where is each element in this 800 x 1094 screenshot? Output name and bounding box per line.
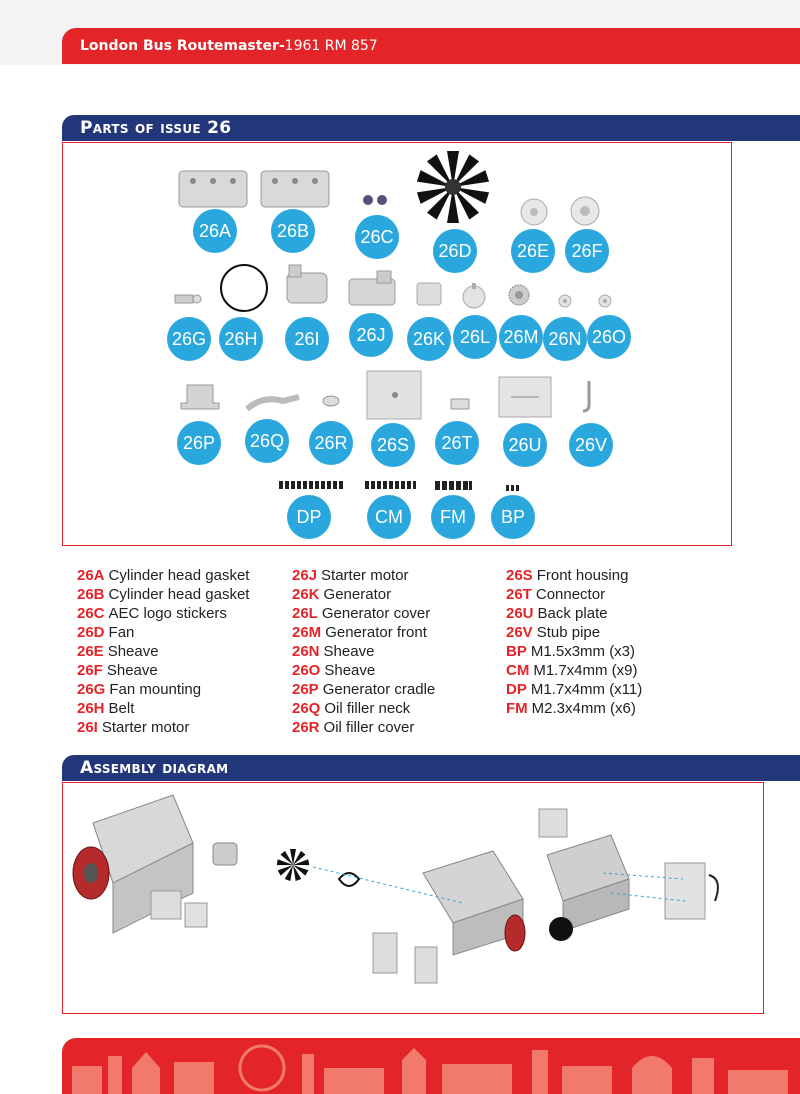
legend-code: 26C [77,605,105,622]
engine-left-illustration [73,795,237,933]
part-26i-image [283,263,331,309]
legend-name: Oil filler neck [324,700,411,717]
part-26s-image [365,369,423,421]
label-26e: 26E [511,229,555,273]
part-dp-image [277,479,347,493]
label-26l: 26L [453,315,497,359]
part-fm-image [433,479,473,493]
legend-code: 26G [77,681,106,698]
legend-name: Starter motor [101,719,190,736]
legend-item [292,680,435,699]
legend-name: Stub pipe [536,624,601,641]
legend-name: M1.7x4mm (x9) [533,662,638,679]
part-26b-image [259,167,331,211]
legend-column-1 [77,566,249,737]
assembly-panel [62,782,764,1014]
legend-code: 26L [292,605,318,622]
london-skyline-footer [62,1038,800,1094]
part-26t-image [449,395,471,413]
top-bar [0,0,800,65]
legend-item [77,566,249,585]
part-26k-image [415,279,443,307]
part-26v-image [579,379,595,415]
parts-panel [62,142,732,546]
legend-code: 26U [506,605,534,622]
legend-code: 26Q [292,700,321,717]
label-26q: 26Q [245,419,289,463]
title-rest: 1961 RM 857 [284,38,378,54]
part-26f-image [569,195,601,227]
legend-name: M2.3x4mm (x6) [531,700,636,717]
part-26r-image [319,393,343,409]
legend-name: Belt [108,700,135,717]
part-26o-image [597,293,613,309]
legend-name: Fan [108,624,135,641]
legend-code: 26I [77,719,98,736]
legend-name: Generator front [325,624,427,641]
legend-item [77,699,249,718]
legend-item [292,604,435,623]
label-fm: FM [431,495,475,539]
label-26k: 26K [407,317,451,361]
legend-code: 26V [506,624,533,641]
label-26o: 26O [587,315,631,359]
assembly-section-header: Assembly diagram [62,755,800,781]
legend-item [292,699,435,718]
legend-item [292,642,435,661]
legend-name: Sheave [107,643,159,660]
legend-name: AEC logo stickers [108,605,227,622]
part-26n-image [557,293,573,309]
legend-item [292,623,435,642]
legend-code: 26S [506,567,533,584]
engine-right-illustration [539,809,718,941]
legend-item [77,585,249,604]
legend-column-2 [292,566,435,737]
legend-code: 26A [77,567,105,584]
legend-name: Cylinder head gasket [108,586,250,603]
part-26l-image [461,283,487,309]
legend-item [506,699,642,718]
label-cm: CM [367,495,411,539]
legend-item [77,680,249,699]
title-bold: London Bus Routemaster- [80,38,285,54]
legend-name: Back plate [537,605,608,622]
part-26m-image [507,283,531,307]
legend-code: 26J [292,567,318,584]
legend-item [506,642,642,661]
label-26b: 26B [271,209,315,253]
legend-code: 26F [77,662,103,679]
legend-code: 26K [292,586,320,603]
legend-code: 26O [292,662,321,679]
part-26d-image [413,147,493,231]
legend-name: Generator cover [321,605,431,622]
legend-name: Generator [323,586,392,603]
legend-name: Oil filler cover [323,719,415,736]
label-26v: 26V [569,423,613,467]
legend-item [506,566,642,585]
legend-code: 26R [292,719,320,736]
legend-item [292,566,435,585]
label-dp: DP [287,495,331,539]
legend-item [292,585,435,604]
legend-name: Front housing [536,567,629,584]
parts-section-header: Parts of issue 26 [62,115,800,141]
legend-name: M1.7x4mm (x11) [530,681,643,698]
label-26d: 26D [433,229,477,273]
legend-name: Sheave [324,662,376,679]
part-26g-image [173,289,203,309]
legend-item [506,623,642,642]
label-26h: 26H [219,317,263,361]
legend-name: Cylinder head gasket [108,567,250,584]
label-26m: 26M [499,315,543,359]
legend-code: 26M [292,624,322,641]
legend-item [506,680,642,699]
legend-name: Sheave [323,643,375,660]
label-26n: 26N [543,317,587,361]
legend-item [292,661,435,680]
legend-column-3 [506,566,642,718]
legend-item [77,661,249,680]
legend-name: Connector [535,586,606,603]
legend-name: Starter motor [321,567,409,584]
legend-name: Generator cradle [322,681,436,698]
legend-name: M1.5x3mm (x3) [530,643,636,660]
legend-item [77,642,249,661]
legend-code: 26D [77,624,105,641]
legend-code: 26B [77,586,105,603]
legend-item [292,718,435,737]
legend-item [77,604,249,623]
legend-item [506,585,642,604]
assembly-diagram [63,783,762,1012]
label-26g: 26G [167,317,211,361]
label-26p: 26P [177,421,221,465]
legend-item [506,661,642,680]
legend-code: 26T [506,586,532,603]
part-26e-image [519,197,549,227]
label-26s: 26S [371,423,415,467]
engine-middle-illustration [277,849,525,983]
part-cm-image [363,479,417,493]
legend-code: BP [506,643,527,660]
legend-code: 26N [292,643,320,660]
part-26j-image [347,269,399,309]
label-26c: 26C [355,215,399,259]
legend-name: Sheave [106,662,158,679]
legend-code: CM [506,662,530,679]
part-26c-image [361,193,391,207]
legend-code: 26P [292,681,319,698]
label-26a: 26A [193,209,237,253]
legend-item [77,718,249,737]
legend-item [77,623,249,642]
part-26h-image [217,261,271,315]
legend-code: FM [506,700,528,717]
legend-code: DP [506,681,527,698]
label-26r: 26R [309,421,353,465]
part-26q-image [243,389,303,415]
page-title [62,28,800,64]
label-26t: 26T [435,421,479,465]
legend-name: Fan mounting [109,681,202,698]
part-26a-image [177,167,249,211]
label-26f: 26F [565,229,609,273]
part-26p-image [177,379,223,415]
legend-item [506,604,642,623]
part-26u-image [497,375,553,419]
label-26i: 26I [285,317,329,361]
part-bp-image [505,483,521,495]
legend-code: 26H [77,700,105,717]
legend-code: 26E [77,643,104,660]
label-26j: 26J [349,313,393,357]
skyline-silhouette [62,1038,800,1094]
label-bp: BP [491,495,535,539]
label-26u: 26U [503,423,547,467]
